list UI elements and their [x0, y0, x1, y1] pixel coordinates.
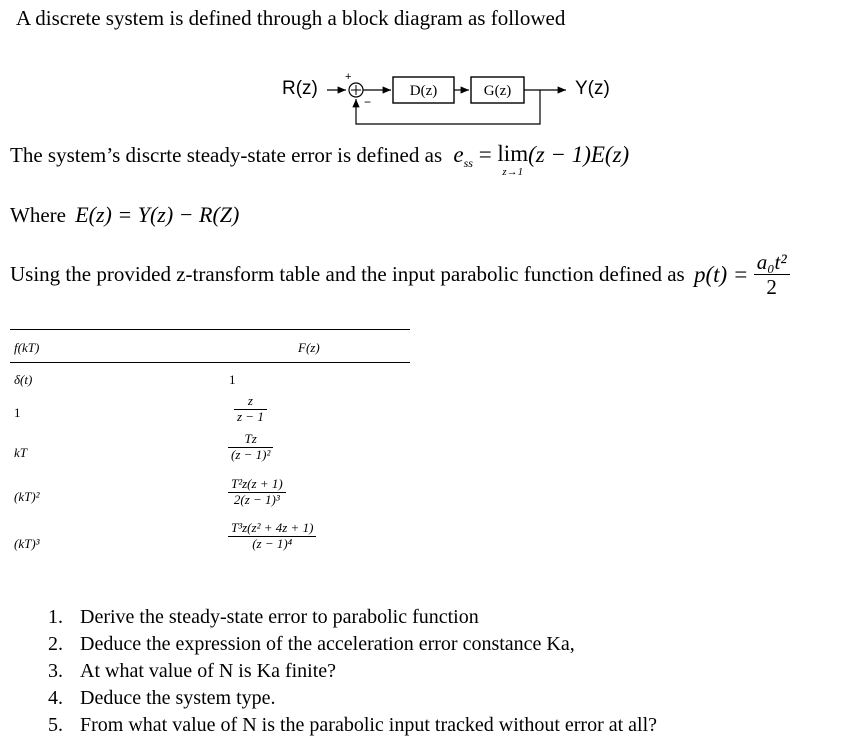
table-row-f: (kT)³ — [14, 536, 40, 551]
table-row-F — [228, 477, 286, 508]
table-row-F — [234, 394, 267, 425]
table-row-F: 1 — [229, 372, 236, 387]
lim-text: lim — [497, 141, 529, 166]
fraction-denominator: 2(z − 1)³ — [233, 491, 280, 507]
question-item — [48, 687, 276, 710]
table-top-rule — [10, 329, 410, 330]
intro-text: A discrete system is defined through a block diagram as followed — [16, 6, 566, 30]
table-header-F: F(z) — [298, 340, 320, 355]
fraction-numerator: T²z(z + 1) — [228, 477, 286, 493]
lim-subscript: z→1 — [502, 166, 524, 178]
parabolic-denominator: 2 — [766, 275, 777, 300]
block-diagram — [0, 60, 850, 135]
table-header-rule — [10, 362, 410, 363]
question-text: From what value of N is the parabolic input tracked without error at all? — [80, 714, 658, 736]
where-text: Where — [10, 203, 66, 227]
parabolic-numerator: a₀t² — [754, 250, 790, 275]
question-item — [48, 660, 336, 683]
question-text: Deduce the system type. — [80, 687, 276, 709]
fraction-denominator: z − 1 — [237, 408, 264, 424]
fraction-denominator: (z − 1)² — [231, 446, 271, 462]
table-row-f: δ(t) — [14, 372, 33, 387]
question-item — [48, 714, 657, 737]
table-row-f: 1 — [14, 405, 21, 420]
table-row-f: (kT)² — [14, 489, 40, 504]
controller-label: D(z) — [409, 83, 438, 99]
minus-sign: − — [364, 95, 372, 109]
error-rhs: (z − 1)E(z) — [528, 142, 630, 167]
table-header-f: f(kT) — [14, 340, 40, 355]
parabolic-lhs: p(t) = — [693, 261, 749, 287]
question-item — [48, 606, 479, 629]
question-number: 4. — [48, 687, 63, 709]
fraction-numerator: T³z(z² + 4z + 1) — [228, 521, 316, 537]
table-row-f: kT — [14, 445, 27, 460]
error-definition — [10, 142, 629, 178]
parabolic-line — [10, 250, 790, 299]
error-symbol: e — [453, 142, 464, 167]
error-subscript: ss — [463, 156, 473, 171]
error-formula: E(z) = Y(z) − R(Z) — [75, 202, 240, 227]
question-number: 2. — [48, 633, 63, 655]
input-label: R(z) — [282, 78, 318, 99]
fraction-numerator: z — [234, 394, 267, 410]
parabolic-text: Using the provided z-transform table and the input parabolic function defined as — [10, 262, 685, 287]
table-row-F — [228, 521, 316, 552]
error-definition-text: The system’s discrte steady-state error is defined as — [10, 143, 443, 167]
equals-sign: = — [472, 142, 498, 167]
question-text: Deduce the expression of the acceleration error constance Ka, — [80, 633, 575, 655]
question-number: 1. — [48, 606, 63, 628]
plant-label: G(z) — [483, 83, 512, 99]
fraction-numerator: Tz — [228, 432, 273, 448]
table-row-F — [228, 432, 273, 463]
limit-operator — [497, 142, 528, 178]
fraction-denominator: (z − 1)⁴ — [252, 535, 293, 551]
question-text: At what value of N is Ka finite? — [80, 660, 337, 682]
output-label: Y(z) — [575, 78, 610, 99]
parabolic-fraction — [754, 250, 790, 299]
summing-junction — [349, 83, 363, 97]
plus-sign: + — [345, 71, 352, 83]
question-number: 3. — [48, 660, 63, 682]
question-item — [48, 633, 575, 656]
where-line — [10, 202, 239, 228]
question-text: Derive the steady-state error to parabolic function — [80, 606, 479, 628]
question-number: 5. — [48, 714, 63, 736]
